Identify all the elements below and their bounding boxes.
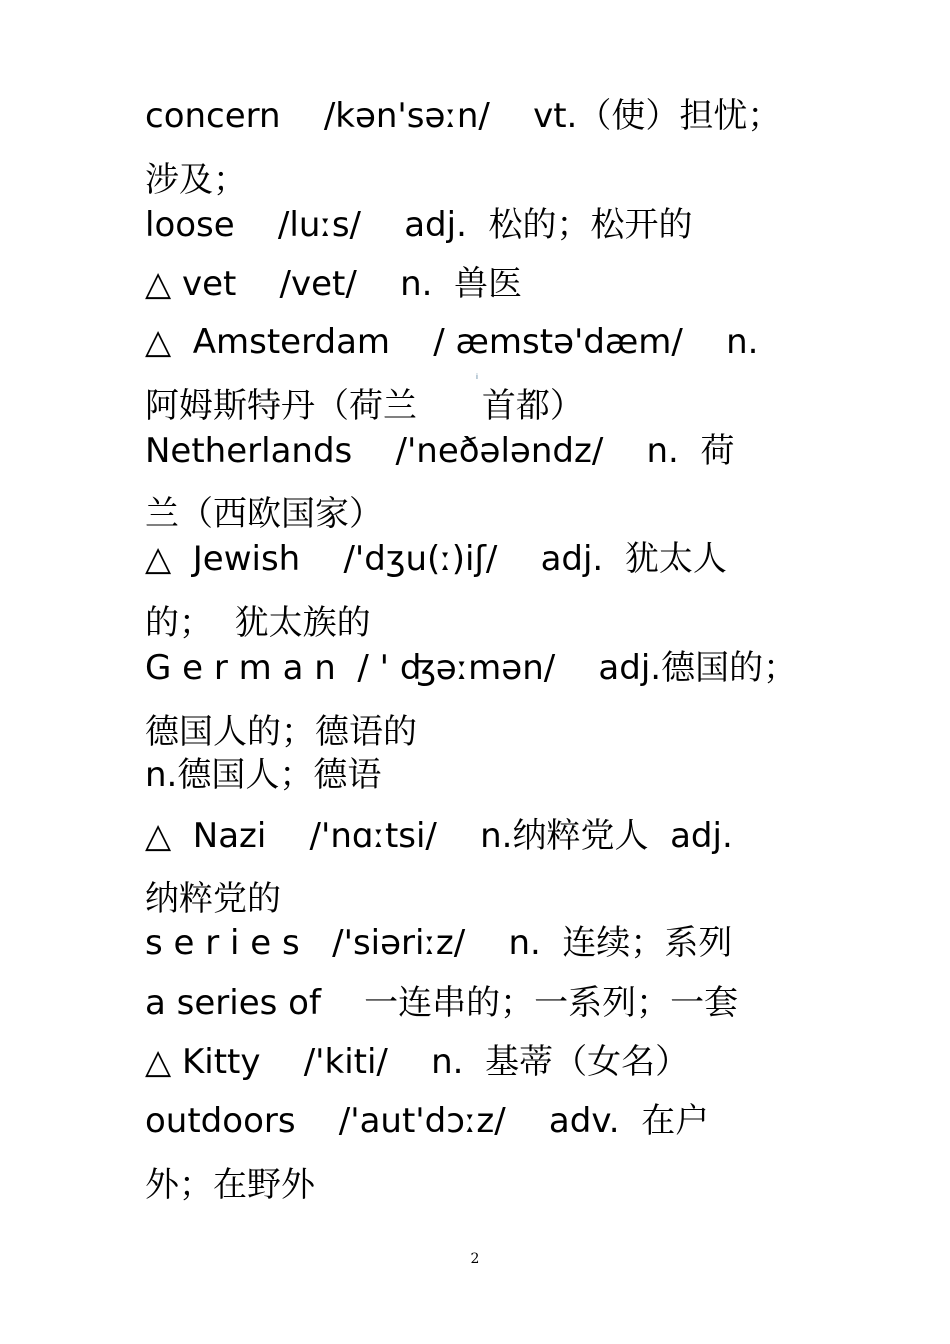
vocab-line: outdoors /'aut'dɔːz/ adv. 在户: [145, 1101, 710, 1141]
vocab-line: △ Amsterdam / æmstə'dæm/ n.: [145, 322, 759, 362]
vocab-line: 兰（西欧国家）: [145, 494, 383, 534]
vocab-line: 纳粹党的: [145, 879, 281, 919]
vocab-line: 阿姆斯特丹（荷兰 首都）: [145, 386, 584, 426]
vocab-line: G e r m a n / ' ʤəːmən/ adj.德国的；: [145, 648, 798, 688]
vocab-line: Netherlands /'neðələndz/ n. 荷: [145, 431, 735, 471]
vocab-line: 外；在野外: [145, 1165, 315, 1205]
vocab-line: △ vet /vet/ n. 兽医: [145, 264, 523, 304]
vocab-line: △ Nazi /'nɑːtsi/ n.纳粹党人 adj.: [145, 816, 733, 856]
vocab-line: △ Kitty /'kiti/ n. 基蒂（女名）: [145, 1042, 690, 1082]
vocab-line: s e r i e s /'siəriːz/ n. 连续；系列: [145, 923, 733, 963]
vocab-line: 德国人的；德语的: [145, 712, 417, 752]
vocab-line: 的； 犹太族的: [145, 603, 371, 643]
vocab-line: a series of 一连串的；一系列；一套: [145, 983, 739, 1023]
vocab-line: 涉及；: [145, 160, 247, 200]
stray-mark: i: [476, 373, 478, 381]
vocab-line: △ Jewish /'dʒu(ː)iʃ/ adj. 犹太人: [145, 539, 727, 579]
vocab-line: n.德国人；德语: [145, 755, 382, 795]
page-number: 2: [470, 1251, 480, 1267]
vocab-line: concern /kən'səːn/ vt.（使）担忧；: [145, 96, 782, 136]
vocab-line: loose /luːs/ adj. 松的；松开的: [145, 205, 693, 245]
